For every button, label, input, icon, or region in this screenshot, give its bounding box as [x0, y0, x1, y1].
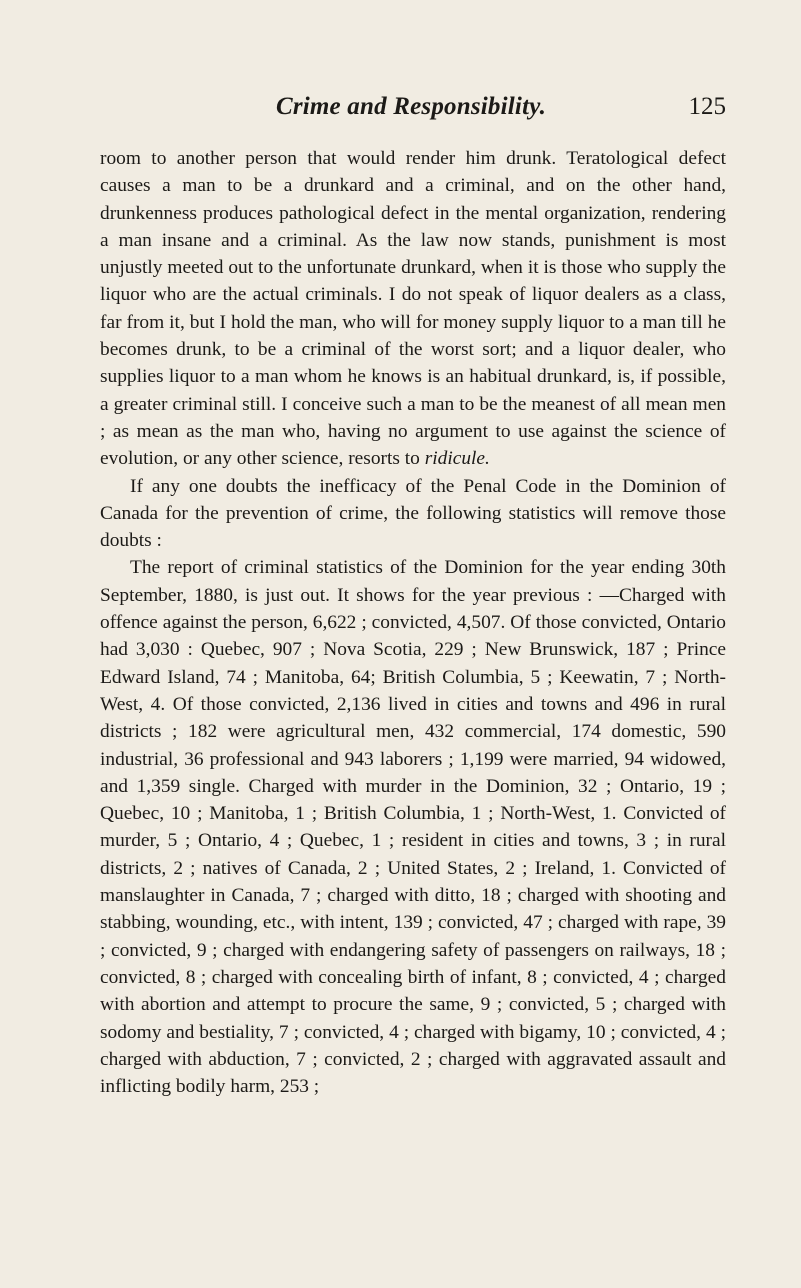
running-title: Crime and Responsibility. — [275, 93, 547, 120]
paragraph-1 — [100, 145, 726, 473]
paragraph-3: The report of criminal statistics of the Dominion for the year ending 30th September, 1880, is just out. It shows for the year previous : —Charged with offence against the person, 6,622 ; convicted, 4,507. Of those convicted, Ontario had 3,030 : Quebec, 907 ; Nova Scotia, 229 ; New Brunswick, 187 ; Prince Edward Island, 74 ; Manitoba, 64; British Columbia, 5 ; Keewatin, 7 ; North-West, 4. Of those convicted, 2,136 lived in cities and towns and 496 in rural districts ; 182 were agricultural men, 432 commercial, 174 domestic, 590 industrial, 36 professional and 943 laborers ; 1,199 were married, 94 widowed, and 1,359 single. Charged with murder in the Dominion, 32 ; Ontario, 19 ; Quebec, 10 ; Manitoba, 1 ; British Columbia, 1 ; North-West, 1. Convicted of murder, 5 ; Ontario, 4 ; Quebec, 1 ; resident in cities and towns, 3 ; in rural districts, 2 ; natives of Canada, 2 ; United States, 2 ; Ireland, 1. Convicted of manslaughter in Canada, 7 ; charged with ditto, 18 ; charged with shooting and stabbing, wounding, etc., with intent, 139 ; convicted, 47 ; charged with rape, 39 ; convicted, 9 ; charged with endangering safety of passengers on railways, 18 ; convicted, 8 ; charged with concealing birth of infant, 8 ; convicted, 4 ; charged with abortion and attempt to procure the same, 9 ; convicted, 5 ; charged with sodomy and bestiality, 7 ; convicted, 4 ; charged with bigamy, 10 ; convicted, 4 ; charged with abduction, 7 ; convicted, 2 ; charged with aggravated assault and inflicting bodily harm, 253 ; — [100, 557, 726, 1098]
paragraph-1-text: room to another person that would render him drunk. Teratological defect causes a man to be a drunkard and a criminal, and on the other hand, drunkenness produces pathological defect in the mental organization, rendering a man insane and a criminal. As the law now stands, punishment is most unjustly meeted out to the unfortunate drunkard, when it is those who supply the liquor who are the actual criminals. I do not speak of liquor dealers as a class, far from it, but I hold the man, who will for money supply liquor to a man till he becomes drunk, to be a criminal of the worst sort; and a liquor dealer, who supplies liquor to a man whom he knows is an habitual drunkard, is, if possible, a greater criminal still. I conceive such a man to be the meanest of all mean men ; as mean as the man who, having no argument to use against the science of evolution, or any other science, resorts to — [100, 148, 726, 470]
body-text — [100, 145, 726, 1100]
paragraph-2: If any one doubts the inefficacy of the Penal Code in the Dominion of Canada for the prevention of crime, the following statistics will remove those doubts : — [100, 475, 726, 552]
running-head — [96, 92, 726, 126]
page-number: 125 — [688, 93, 726, 120]
emphasis-ridicule: ridicule. — [424, 448, 490, 470]
